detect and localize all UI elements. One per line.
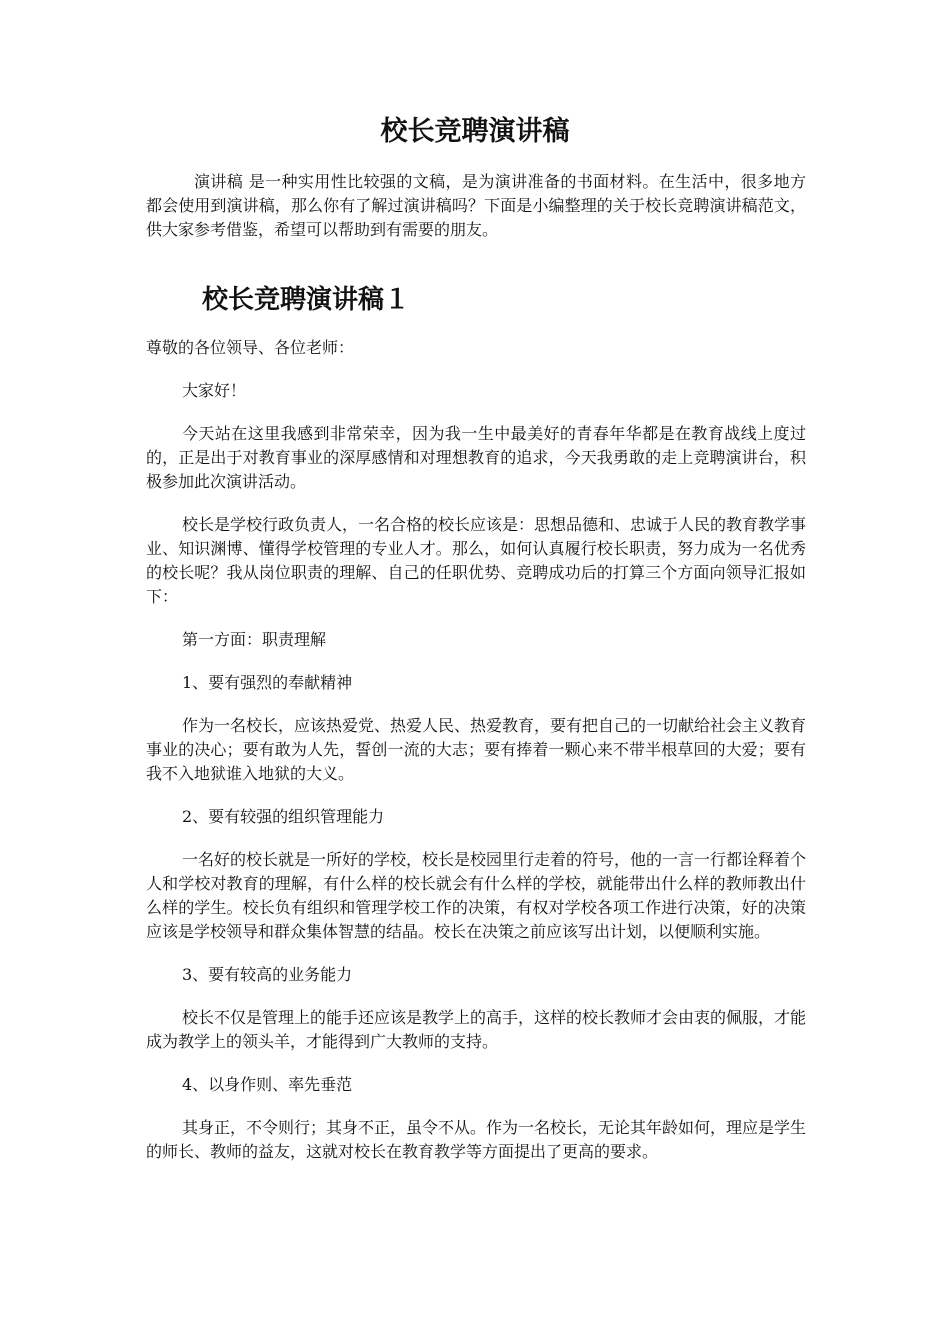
speech-body <box>146 336 806 1183</box>
list-heading: 1、要有强烈的奉献精神 <box>182 673 353 692</box>
page-title: 校长竞聘演讲稿 <box>380 116 570 147</box>
paragraph: 其身正，不令则行；其身不正，虽令不从。作为一名校长，无论其年龄如何，理应是学生的师长、教师的益友，这就对校长在教育教学等方面提出了更高的要求。 <box>146 1118 807 1161</box>
list-heading: 3、要有较高的业务能力 <box>182 965 353 984</box>
paragraph: 校长是学校行政负责人，一名合格的校长应该是：思想品德和、忠诚于人民的教育教学事业、知识渊博、懂得学校管理的专业人才。那么，如何认真履行校长职责，努力成为一名优秀的校长呢？我从岗位职责的理解、自己的任职优势、竞聘成功后的打算三个方面向领导汇报如下： <box>146 515 807 606</box>
paragraph: 校长不仅是管理上的能手还应该是教学上的高手，这样的校长教师才会由衷的佩服，才能成为教学上的领头羊，才能得到广大教师的支持。 <box>146 1008 807 1051</box>
paragraph: 今天站在这里我感到非常荣幸，因为我一生中最美好的青春年华都是在教育战线上度过的，正是出于对教育事业的深厚感情和对理想教育的追求，今天我勇敢的走上竞聘演讲台，积极参加此次演讲活动。 <box>146 424 806 491</box>
paragraph: 一名好的校长就是一所好的学校，校长是校园里行走着的符号，他的一言一行都诠释着个人和学校对教育的理解，有什么样的校长就会有什么样的学校，就能带出什么样的教师教出什么样的学生。校长负有组织和管理学校工作的决策，有权对学校各项工作进行决策，好的决策应该是学校领导和群众集体智慧的结晶。校长在决策之前应该写出计划，以便顺利实施。 <box>146 850 807 941</box>
salutation: 尊敬的各位领导、各位老师： <box>146 338 355 357</box>
list-heading: 2、要有较强的组织管理能力 <box>182 807 385 826</box>
paragraph-greeting: 大家好！ <box>182 381 247 400</box>
list-heading: 4、以身作则、率先垂范 <box>182 1075 353 1094</box>
subheading-duty-understanding: 第一方面：职责理解 <box>182 630 327 649</box>
section-title: 校长竞聘演讲稿１ <box>202 285 411 315</box>
intro-paragraph: 演讲稿 是一种实用性比较强的文稿，是为演讲准备的书面材料。在生活中，很多地方都会使用到演讲稿，那么你有了解过演讲稿吗？下面是小编整理的关于校长竞聘演讲稿范文，供大家参考借鉴，希望可以帮助到有需要的朋友。 <box>146 172 806 239</box>
paragraph: 作为一名校长，应该热爱党、热爱人民、热爱教育，要有把自己的一切献给社会主义教育事业的决心；要有敢为人先，誓创一流的大志；要有捧着一颗心来不带半根草回的大爱；要有我不入地狱谁入地狱的大义。 <box>146 716 807 783</box>
